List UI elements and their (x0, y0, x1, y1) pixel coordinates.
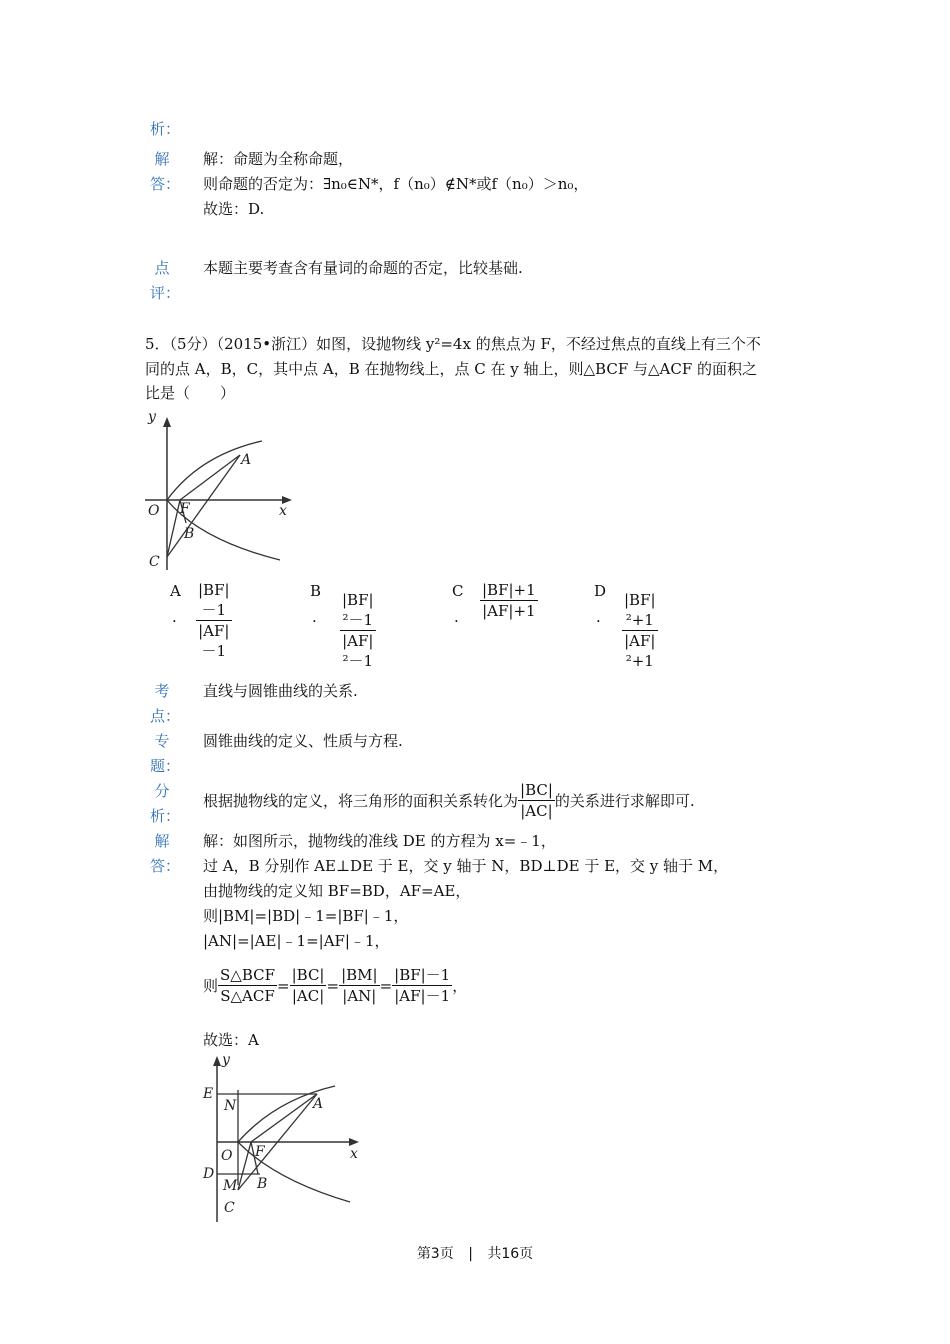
prev-solution-line-1: 解：命题为全称命题， (203, 150, 354, 168)
final-eq-1: = (277, 976, 290, 995)
fig2-label-m: M (223, 1178, 238, 1194)
fig1-label-o: O (148, 503, 160, 519)
footer-page: 第3页 (416, 1246, 454, 1262)
q5-stem-line-2: 同的点 A，B，C，其中点 A，B 在抛物线上，点 C 在 y 轴上，则△BCF 与△ACF 的面积之 (145, 360, 758, 378)
option-b-letter: B (310, 582, 322, 600)
option-b-fraction (340, 590, 376, 671)
fenxi-text-post: 的关系进行求解即可. (554, 792, 695, 810)
final-frac-bc-num: |BC| (291, 966, 325, 984)
option-d-numerator: |BF|²+1 (624, 591, 656, 629)
option-a-dot: . (172, 608, 177, 626)
kaodian-label-1: 考 (154, 682, 170, 700)
line-cba (167, 455, 240, 557)
fig2-label-c: C (224, 1200, 235, 1216)
option-c-numerator: |BF|+1 (482, 581, 536, 599)
jieda-label-2: 答： (150, 857, 181, 875)
fig1-label-a: A (241, 452, 252, 468)
fenxi-label-2: 析： (150, 807, 181, 825)
prev-comment-text: 本题主要考查含有量词的命题的否定，比较基础. (203, 259, 523, 277)
fig2-label-y: y (222, 1052, 230, 1068)
fenxi-fraction (518, 780, 555, 821)
option-b-denominator: |AF|²－1 (342, 632, 374, 670)
fig2-label-o: O (221, 1148, 233, 1164)
option-d-fraction (622, 590, 658, 671)
fenxi-line (203, 780, 695, 821)
final-equation (203, 965, 467, 1006)
option-a-letter: A (170, 582, 181, 600)
q5-stem-line-3: 比是（ ） (145, 384, 236, 402)
fig2-label-a: A (313, 1096, 324, 1112)
fig2-label-n: N (224, 1098, 237, 1114)
comment-label-1: 点 (154, 259, 170, 277)
final-eq-2: = (326, 976, 340, 995)
option-c-letter: C (452, 582, 464, 600)
fig1-label-c: C (149, 554, 160, 570)
jieda-line-2: 过 A，B 分别作 AE⊥DE 于 E，交 y 轴于 N，BD⊥DE 于 E，交 y 轴于 M， (203, 857, 729, 875)
fenxi-denominator: |AC| (520, 802, 553, 820)
page-footer (0, 1243, 950, 1263)
option-d-letter: D (594, 582, 607, 600)
answer-text: 故选：A (203, 1031, 259, 1049)
jieda-line-4: 则|BM|=|BD|﹣1=|BF|﹣1， (203, 907, 409, 925)
final-frac-bm-num: |BM| (341, 966, 378, 984)
option-b-numerator: |BF|²－1 (342, 591, 374, 629)
option-c-denominator: |AF|+1 (482, 602, 536, 620)
option-b-dot: . (312, 608, 317, 626)
final-eq-3: = (379, 976, 393, 995)
fig2-label-d: D (203, 1166, 215, 1182)
option-a-denominator: |AF|－1 (198, 622, 230, 660)
kaodian-text: 直线与圆锥曲线的关系. (203, 682, 358, 700)
fenxi-numerator: |BC| (520, 781, 553, 799)
option-c-fraction (480, 580, 538, 621)
fenxi-text-pre: 根据抛物线的定义，将三角形的面积关系转化为 (203, 792, 519, 810)
fig1-label-b: B (184, 526, 195, 542)
footer-total: 共16页 (487, 1246, 534, 1262)
solution-label-2: 答： (150, 175, 181, 193)
y-axis-arrow (163, 417, 171, 427)
fig2-label-b: B (257, 1176, 268, 1192)
fenxi-label-1: 分 (154, 782, 170, 800)
prev-solution-line-3: 故选：D. (203, 200, 265, 218)
final-frac-ac-den: |AC| (291, 987, 325, 1005)
q5-parabola-figure (140, 405, 300, 575)
option-d-dot: . (596, 608, 601, 626)
final-frac-area (218, 965, 277, 1006)
final-frac-bf-af (392, 965, 452, 1006)
fig1-label-y: y (148, 409, 156, 425)
footer-separator: | (468, 1246, 473, 1262)
q5-stem-line-1: 5．（5分）（2015•浙江）如图，设抛物线 y²=4x 的焦点为 F，不经过焦点的直线上有三个不 (145, 335, 761, 353)
option-a-numerator: |BF|－1 (198, 581, 230, 619)
q5-solution-figure (195, 1050, 375, 1230)
final-frac-area-num: S△BCF (220, 966, 276, 984)
final-frac-area-den: S△ACF (220, 987, 275, 1005)
jieda-label-1: 解 (154, 832, 170, 850)
jieda-line-3: 由抛物线的定义知 BF=BD，AF=AE， (203, 882, 471, 900)
zhuanti-text: 圆锥曲线的定义、性质与方程. (203, 732, 403, 750)
zhuanti-label-2: 题： (150, 757, 181, 775)
final-frac-bc-ac (290, 965, 327, 1006)
jieda-line-1: 解：如图所示，抛物线的准线 DE 的方程为 x=﹣1， (203, 832, 556, 850)
option-d-denominator: |AF|²+1 (624, 632, 656, 670)
fig2-label-e: E (203, 1086, 214, 1102)
zhuanti-label-1: 专 (154, 732, 170, 750)
prev-solution-line-2: 则命题的否定为：∃n₀∈N*，f（n₀）∉N*或f（n₀）＞n₀， (203, 175, 589, 193)
option-a-fraction (196, 580, 232, 661)
final-frac-af-den: |AF|－1 (394, 987, 451, 1005)
final-frac-an-den: |AN| (342, 987, 377, 1005)
fig2-y-axis-arrow (213, 1056, 221, 1066)
final-frac-bm-an (339, 965, 380, 1006)
fig2-label-x: x (350, 1146, 358, 1162)
analysis-label-end: 析： (150, 120, 181, 138)
final-frac-bf-num: |BF|－1 (394, 966, 451, 984)
jieda-line-5: |AN|=|AE|﹣1=|AF|﹣1， (203, 932, 390, 950)
final-suffix: ， (452, 977, 468, 995)
option-c-dot: . (454, 608, 459, 626)
fig2-label-f: F (255, 1144, 265, 1160)
fig2-x-axis-arrow (349, 1138, 359, 1146)
solution-label-1: 解 (154, 150, 170, 168)
comment-label-2: 评： (150, 284, 181, 302)
fig1-label-x: x (279, 503, 287, 519)
fig1-label-f: F (180, 501, 190, 517)
kaodian-label-2: 点： (150, 707, 181, 725)
final-prefix: 则 (203, 977, 219, 995)
